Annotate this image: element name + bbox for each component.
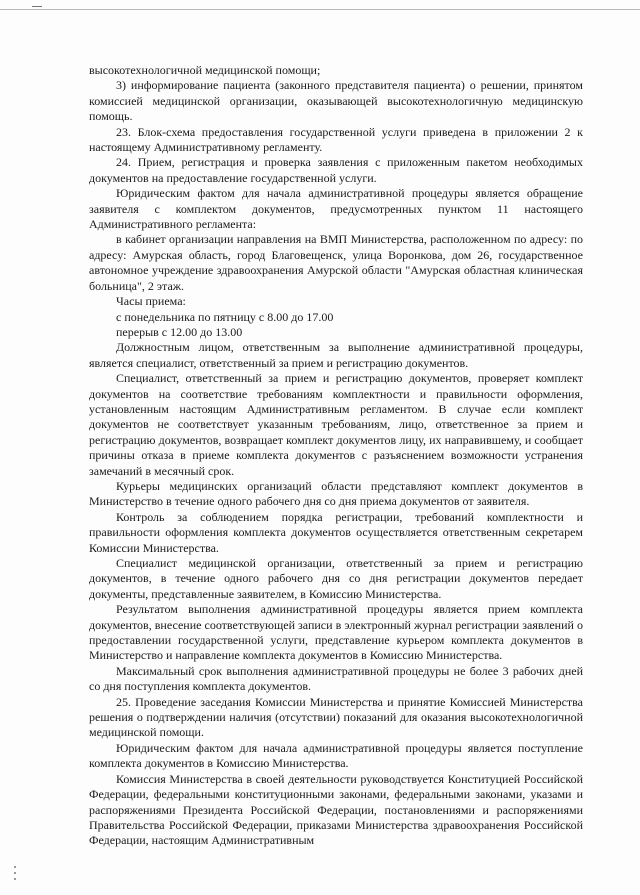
paragraph-continuation: высокотехнологичной медицинской помощи;: [89, 63, 321, 77]
paragraph-item-3: 3) информирование пациента (законного представителя пациента) о решении, принятом комиссией медицинской организации, оказывающей высокотехнологичную медицинскую помощь.: [89, 78, 583, 124]
paragraph-address: в кабинет организации направления на ВМП Министерства, расположенном по адресу: по адресу: Амурская область, город Благовещенск, улица Воронкова, дом 26, государственное автономное учреждение здравоохранения Амурской области "Амурская областная клиническая больница", 2 этаж.: [89, 232, 583, 293]
paragraph-clause-23: 23. Блок-схема предоставления государственной услуги приведена в приложении 2 к настоящему Административному регламенту.: [89, 124, 583, 155]
paragraph-legal-fact: Юридическим фактом для начала административной процедуры является обращение заявителя с комплектом документов, предусмотренных пунктом 11 настоящего Административного регламента:: [89, 186, 583, 232]
paragraph-clause-25: 25. Проведение заседания Комиссии Министерства и принятие Комиссией Министерства решения о подтверждении наличия (отсутствии) показаний для оказания высокотехнологичной медицинской помощи.: [89, 694, 583, 740]
paragraph-hours-heading: Часы приема:: [116, 294, 186, 309]
paragraph-max-term: Максимальный срок выполнения административной процедуры не более 3 рабочих дней со дня поступления комплекта документов.: [89, 663, 583, 694]
paragraph-legal-fact-commission: Юридическим фактом для начала административной процедуры является поступление комплекта документов в Комиссию Министерства.: [89, 740, 583, 771]
paragraph-hours-break: перерыв с 12.00 до 13.00: [116, 324, 243, 339]
paragraph-couriers: Курьеры медицинских организаций области представляют комплект документов в Министерство в течение одного рабочего дня со дня приема документов от заявителя.: [89, 478, 583, 509]
scan-corner-mark: [32, 6, 42, 13]
scan-top-rule: [0, 9, 640, 10]
paragraph-clause-24: 24. Прием, регистрация и проверка заявления с приложенным пакетом необходимых документов на предоставление государственной услуги.: [89, 155, 583, 185]
scan-margin-marks: [12, 862, 18, 892]
paragraph-commission-guidance: Комиссия Министерства в своей деятельности руководствуется Конституцией Российской Федерации, федеральными конституционными законами, федеральными законами, указами и распоряжениями Президента Российской Федерации, постановлениями и распоряжениями Правительства Российской Федерации, приказами Министерства здравоохранения Российской Федерации, настоящим Административным: [89, 771, 583, 848]
paragraph-responsible-official: Должностным лицом, ответственным за выполнение административной процедуры, является специалист, ответственный за прием и регистрацию документов.: [89, 340, 583, 370]
paragraph-specialist-check: Специалист, ответственный за прием и регистрацию документов, проверяет комплект документов на соответствие требованиям комплектности и правильности оформления, установленным настоящим Административным регламентом. В случае если комплект документов не соответствует указанным требованиям, лицо, ответственное за прием и регистрацию документов, возвращает комплект документов лицу, их направившему, и сообщает причины отказа в приеме комплекта документов с разъяснением возможности устранения замечаний в месячный срок.: [89, 371, 583, 478]
document-body: [89, 63, 583, 849]
paragraph-control: Контроль за соблюдением порядка регистрации, требований комплектности и правильности оформления комплекта документов осуществляется ответственным секретарем Комиссии Министерства.: [89, 509, 583, 555]
paragraph-hours-weekdays: с понедельника по пятницу с 8.00 до 17.00: [116, 309, 334, 324]
paragraph-result: Результатом выполнения административной процедуры является прием комплекта документов, внесение соответствующей записи в электронный журнал регистрации заявлений о предоставлении государственной услуги, представление курьером комплекта документов в Министерство и направление комплекта документов в Комиссию Министерства.: [89, 602, 583, 663]
paragraph-specialist-transfer: Специалист медицинской организации, ответственный за прием и регистрацию документов, в течение одного рабочего дня со дня регистрации документов передает документы, представленные заявителем, в Комиссию Министерства.: [89, 556, 583, 601]
